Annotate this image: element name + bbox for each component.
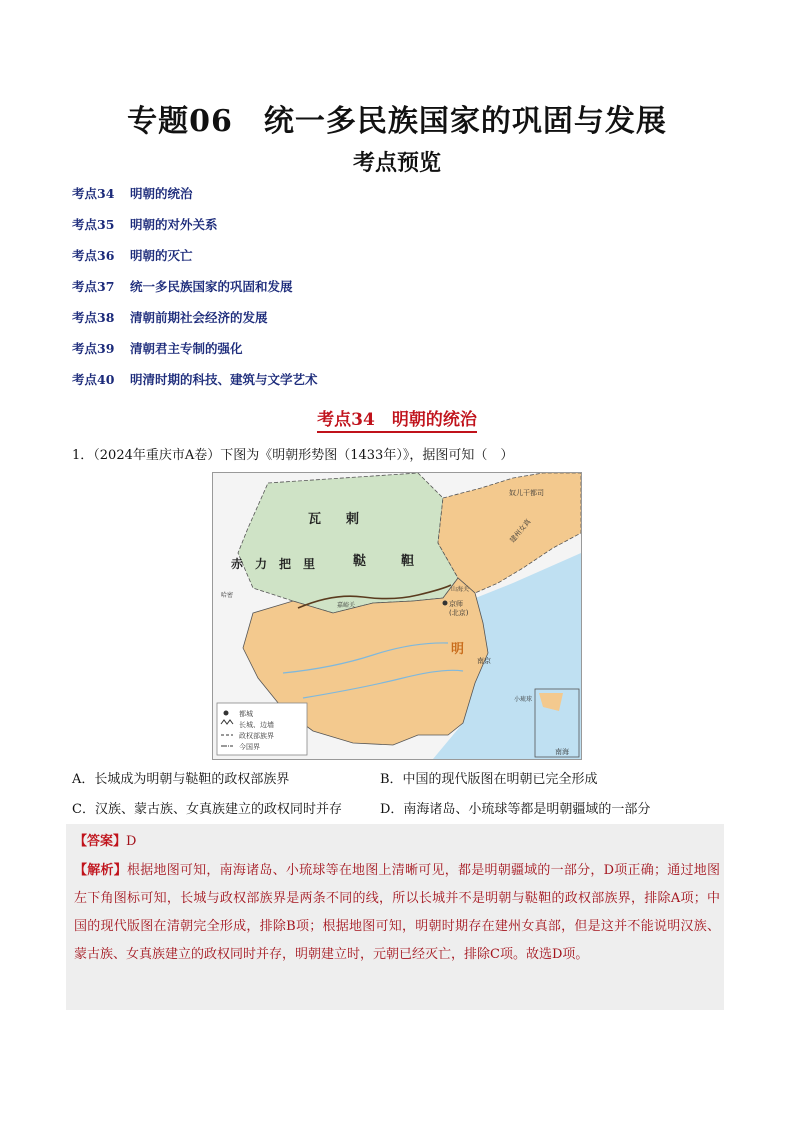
label-jingshi: 京师 [449,600,463,608]
steppe-region [238,473,458,613]
section-heading-text: 考点34 明朝的统治 [317,410,477,433]
toc-number: 考点39 [72,341,115,356]
toc-label: 清朝君主专制的强化 [130,341,243,356]
toc-list [72,184,318,401]
label-ba: 把 [279,557,292,571]
toc-number: 考点34 [72,186,115,201]
explanation-text: 根据地图可知，南海诸岛、小琉球等在地图上清晰可见，都是明朝疆域的一部分，D项正确；通过地图左下角图标可知，长城与政权部族界是两条不同的线，所以长城并不是明朝与鞑靼的政权部族界，排除A项；中国的现代版图在清朝完全形成，排除B项；根据地图可知，明朝时期存在建州女真部，但是这并不能说明汉族、蒙古族、女真族建立的政权同时并存，明朝建立时，元朝已经灭亡，排除C项。故选D项。 [74,863,720,962]
toc-number: 考点35 [72,217,115,232]
option-c: C．汉族、蒙古族、女真族建立的政权同时并存 [72,802,342,817]
toc-item [72,370,318,401]
label-jiayuguan: 嘉峪关 [337,602,356,609]
option-a: A．长城成为明朝与鞑靼的政权部族界 [72,772,290,787]
toc-number: 考点38 [72,310,115,325]
answer-line [74,830,136,849]
toc-label: 明清时期的科技、建筑与文学艺术 [130,372,318,387]
label-li: 力 [255,557,268,571]
legend-label: 长城、边墙 [239,721,274,729]
label-ming: 明 [451,642,465,657]
toc-item [72,184,318,215]
section-heading [0,405,794,430]
toc-item [72,277,318,308]
toc-item [72,215,318,246]
label-hami: 哈密 [221,592,234,599]
label-li2: 里 [303,557,316,571]
label-chi: 赤 [231,557,244,571]
toc-label: 统一多民族国家的巩固和发展 [130,279,293,294]
label-nuergan: 奴儿干都司 [509,489,544,497]
label-nanhai: 南海 [555,748,569,756]
label-xiaoliuqiu: 小琉球 [514,696,533,703]
document-subtitle: 考点预览 [352,150,441,176]
label-da: 鞑 [353,554,367,569]
toc-item [72,246,318,277]
legend-label: 政权部族界 [239,732,274,740]
toc-label: 明朝的统治 [130,186,193,201]
toc-number: 考点36 [72,248,115,263]
label-dan: 靼 [401,554,415,569]
capital-symbol-icon [224,711,229,716]
option-b: B．中国的现代版图在明朝已完全形成 [380,772,598,787]
toc-label: 明朝的对外关系 [130,217,218,232]
label-shanhaiguan: 山海关 [451,586,470,593]
answer-tag: 【答案】 [74,834,127,849]
option-d: D．南海诸岛、小琉球等都是明朝疆域的一部分 [380,802,651,817]
capital-marker-icon [443,601,448,606]
label-nanjing: 南京 [477,657,491,665]
label-jianzhou: 建州女真 [508,517,533,545]
label-beijing: (北京) [449,609,469,617]
legend-label: 都城 [239,710,253,718]
toc-item [72,308,318,339]
answer-value: D [126,834,137,849]
label-la: 剌 [346,512,360,527]
legend-label: 今国界 [239,743,260,751]
label-wa: 瓦 [308,512,322,527]
ming-map-figure [212,472,582,760]
map-legend [217,703,307,755]
question-stem: 1．（2024年重庆市A卷）下图为《明朝形势图（1433年）》，据图可知（ ） [72,448,514,463]
toc-number: 考点37 [72,279,115,294]
ming-map [213,473,581,759]
document-title: 专题06 统一多民族国家的巩固与发展 [127,104,667,139]
toc-label: 清朝前期社会经济的发展 [130,310,268,325]
explanation [74,857,720,969]
toc-number: 考点40 [72,372,115,387]
explanation-tag: 【解析】 [74,863,127,878]
toc-item [72,339,318,370]
toc-label: 明朝的灭亡 [130,248,193,263]
